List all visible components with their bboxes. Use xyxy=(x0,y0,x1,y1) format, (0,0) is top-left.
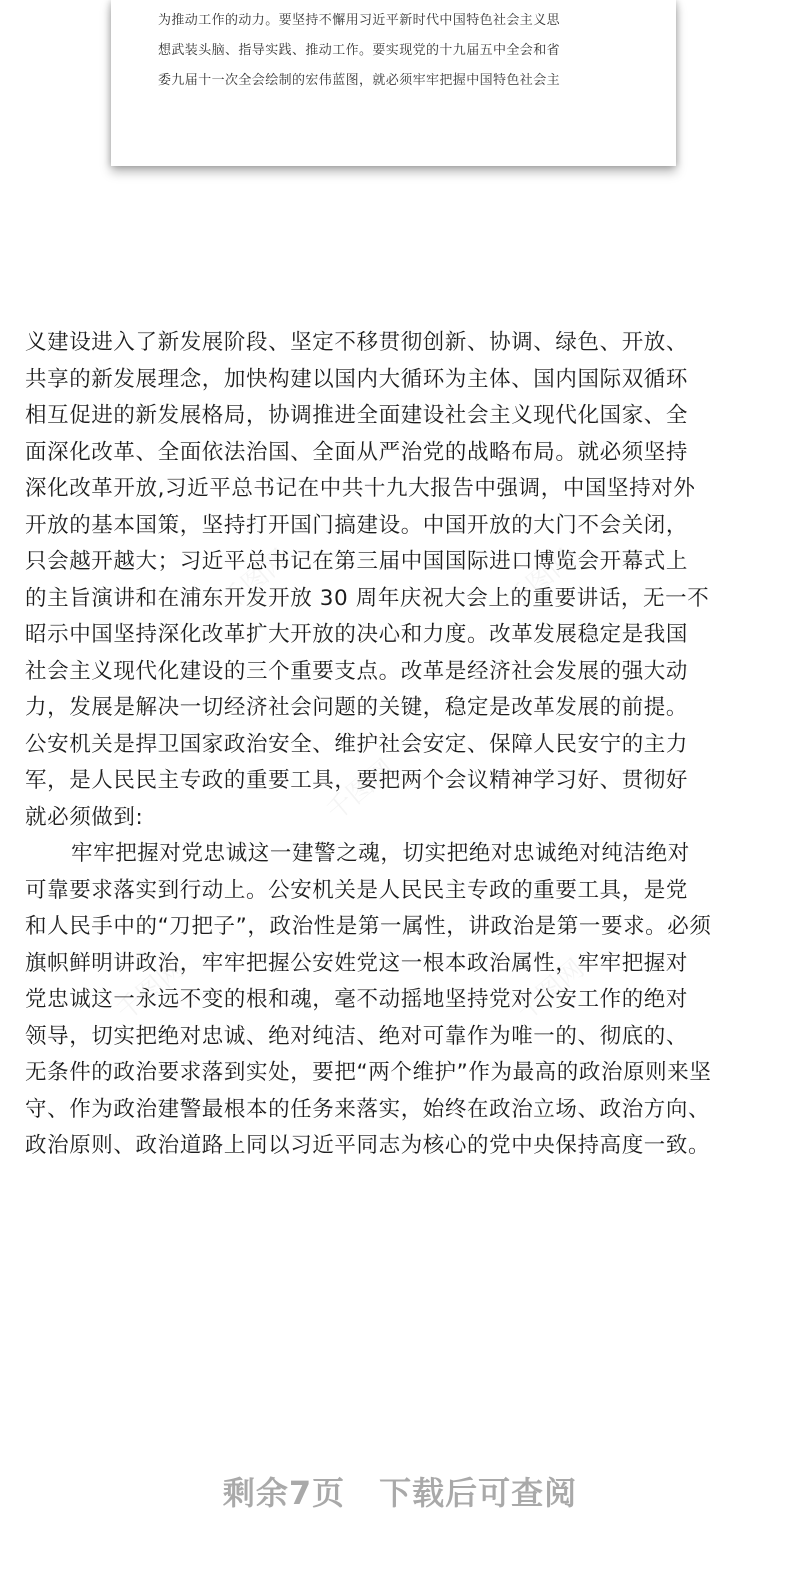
body-line: 军，是人民民主专政的重要工具，要把两个会议精神学习好、贯彻好 xyxy=(25,768,689,793)
body-line: 社会主义现代化建设的三个重要支点。改革是经济社会发展的强大动 xyxy=(25,658,689,684)
body-line: 相互促进的新发展格局，协调推进全面建设社会主义现代化国家、全 xyxy=(25,403,689,428)
body-line: 公安机关是捍卫国家政治安全、维护社会安定、保障人民安宁的主力 xyxy=(25,731,689,757)
body-line: 就必须做到: xyxy=(25,804,144,830)
document-body xyxy=(25,325,777,1165)
body-line: 共享的新发展理念，加快构建以国内大循环为主体、国内国际双循环 xyxy=(25,366,689,392)
body-line: 和人民手中的“刀把子”，政治性是第一属性，讲政治是第一要求。必须 xyxy=(25,914,712,939)
body-line: 守、作为政治建警最根本的任务来落实，始终在政治立场、政治方向、 xyxy=(25,1096,711,1122)
card-text-line: 想武装头脑、指导实践、推动工作。要实现党的十九届五中全会和省 xyxy=(158,43,561,58)
body-line: 政治原则、政治道路上同以习近平同志为核心的党中央保持高度一致。 xyxy=(25,1133,711,1158)
body-line: 党忠诚这一永远不变的根和魂，毫不动摇地坚持党对公安工作的绝对 xyxy=(25,987,689,1012)
body-line: 的主旨演讲和在浦东开发开放 30 周年庆祝大会上的重要讲话，无一不 xyxy=(25,585,710,611)
remaining-pages-label: 剩余7页 xyxy=(222,1474,346,1512)
preview-card xyxy=(111,0,676,166)
body-line: 牢牢把握对党忠诚这一建警之魂，切实把绝对忠诚绝对纯洁绝对 xyxy=(71,841,690,866)
body-line: 无条件的政治要求落到实处，要把“两个维护”作为最高的政治原则来坚 xyxy=(25,1060,712,1085)
body-line: 昭示中国坚持深化改革扩大开放的决心和力度。改革发展稳定是我国 xyxy=(25,622,689,647)
download-to-view-label: 下载后可查阅 xyxy=(379,1474,578,1512)
card-text-line: 委九届十一次全会绘制的宏伟蓝图，就必须牢牢把握中国特色社会主 xyxy=(158,73,561,88)
body-line: 深化改革开放,习近平总书记在中共十九大报告中强调，中国坚持对外 xyxy=(25,476,696,501)
body-line: 义建设进入了新发展阶段、坚定不移贯彻创新、协调、绿色、开放、 xyxy=(25,330,689,355)
body-line: 旗帜鲜明讲政治，牢牢把握公安姓党这一根本政治属性，牢牢把握对 xyxy=(25,950,689,976)
download-prompt[interactable] xyxy=(0,1468,800,1514)
body-line: 只会越开越大；习近平总书记在第三届中国国际进口博览会开幕式上 xyxy=(25,549,689,574)
body-line: 开放的基本国策，坚持打开国门搞建设。中国开放的大门不会关闭， xyxy=(25,512,689,538)
card-text-line: 为推动工作的动力。要坚持不懈用习近平新时代中国特色社会主义思 xyxy=(158,13,561,28)
body-line: 面深化改革、全面依法治国、全面从严治党的战略布局。就必须坚持 xyxy=(25,439,689,465)
body-line: 可靠要求落实到行动上。公安机关是人民民主专政的重要工具，是党 xyxy=(25,877,689,903)
body-line: 领导，切实把绝对忠诚、绝对纯洁、绝对可靠作为唯一的、彻底的、 xyxy=(25,1023,689,1049)
body-line: 力，发展是解决一切经济社会问题的关键，稳定是改革发展的前提。 xyxy=(25,695,689,720)
